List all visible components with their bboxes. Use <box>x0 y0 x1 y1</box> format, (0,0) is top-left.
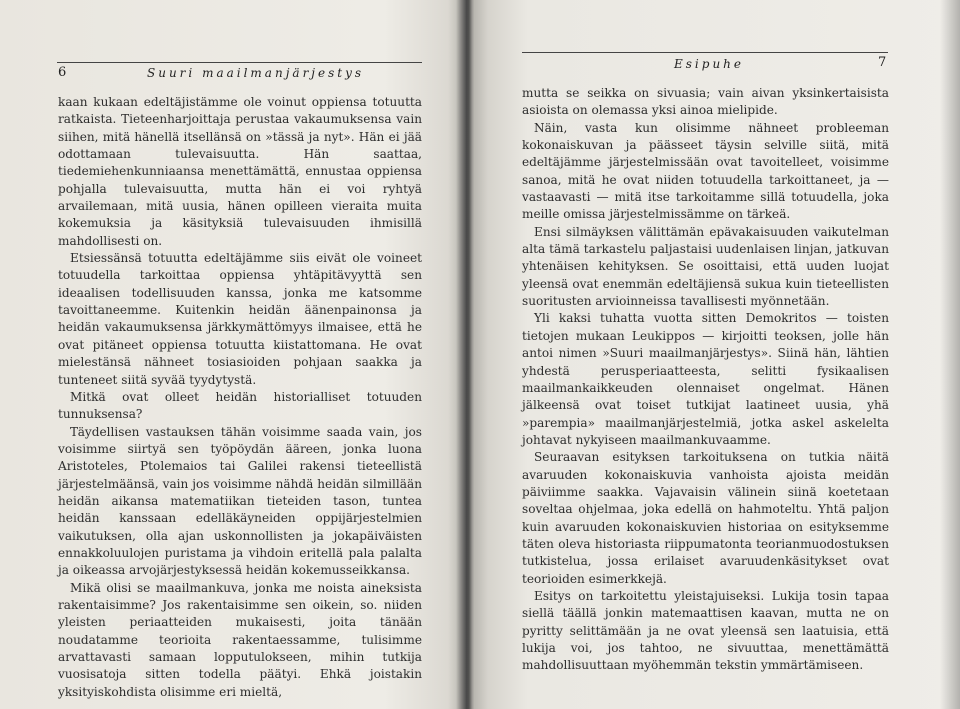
page-number: 6 <box>58 65 67 80</box>
right-page <box>470 0 960 709</box>
paragraph: Mitkä ovat olleet heidän historialliset totuuden tunnuksensa? <box>58 389 422 422</box>
paragraph: Ensi silmäyksen välittämän epävakaisuuden vaikutelman alta tämä tarkastelu paljastaisi uudenlaisen linjan, jatkuvan yhtenäisen kehityksen. Se osoittaisi, että uuden luojat yleensä ovat enemmän edeltäjiensä sukua kuin tieteellisten suoritusten arvioinneissa tavallisesti myönnetään. <box>522 224 889 309</box>
header-rule <box>57 62 422 63</box>
paragraph: Täydellisen vastauksen tähän voisimme saada vain, jos voisimme siirtyä sen työpöydän ääreen, jonka luona Aristoteles, Ptolemaios tai Galilei rakensi tieteellistä järjestelmäänsä, vain jos voisimme nähdä heidän silmillään heidän aikansa matematiikan tieteiden tason, tuntea heidän kanssaan edelläkäyneiden oppijärjestelmien vaikutuksen, olla ajan uskonnollisten ja jokapäiväisten ennakkoluulojen puristama ja vihdoin eritellä pala palalta ja oikeassa arvojärjestyksessä heidän kokemusseikkansa. <box>58 424 422 578</box>
paragraph: Seuraavan esityksen tarkoituksena on tutkia näitä avaruuden kokonaiskuvia vanhoista ajoista meidän päiviimme saakka. Vajavaisin välinein siinä koetetaan soveltaa ohjelmaa, joka edellä on hahmoteltu. Yhtä paljon kuin avaruuden kokonaiskuvien historiaa on esityksemme täten oleva historiasta riippumatonta teorianmuodostuksen tutkistelua, jossa erilaiset avaruudenkäsitykset ovat teorioiden esimerkkejä. <box>522 450 889 586</box>
header-rule <box>522 52 888 53</box>
paragraph: Yli kaksi tuhatta vuotta sitten Demokritos — toisten tietojen mukaan Leukippos — kirjoitti teoksen, jolle hän antoi nimen »Suuri maailmanjärjestys». Siinä hän, lähtien yhdestä perusperiaatteesta, selitti fysikaalisen maailmankaikkeuden olennaiset ongelmat. Hänen jälkeensä ovat toiset tutkijat laatineet uusia, yhä »parempia» maailmanjärjestelmiä, jotka askel askelelta johtavat nykyiseen maailmankuvaamme. <box>522 311 889 447</box>
page-number: 7 <box>878 55 887 70</box>
running-title: Esipuhe <box>674 57 744 71</box>
paragraph: Mikä olisi se maailmankuva, jonka me noista aineksista rakentaisimme? Jos rakentaisimme sen oikein, so. niiden yleisten periaatteiden mukaisesti, joita tänään noudatamme teorioita rakentaessamme, tulisimme arvattavasti samaan lopputulokseen, mihin tutkija vuosisatoja sitten todella päätyi. Ehkä joistakin yksityiskohdista olisimme eri mieltä, <box>58 580 422 699</box>
body-text <box>522 85 889 675</box>
paragraph: Etsiessänsä totuutta edeltäjämme siis eivät ole voineet totuudella tarkoittaa oppiensa yhtäpitävyyttä sen ideaalisen todellisuuden kanssa, jonka me katsomme tavoittaneemme. Kuitenkin heidän äänenpainonsa ja heidän vakaumuksensa järkkymättömyys ilmaisee, että he ovat pitäneet oppiensa totuutta kiistattomana. He ovat mielestänsä nähneet tosiasioiden pohjaan saakka ja tunteneet siitä syvää tyydytystä. <box>58 251 422 387</box>
paragraph: Näin, vasta kun olisimme nähneet probleeman kokonaiskuvan ja päässeet täysin selville siitä, mitä edeltäjämme järjestelmissään ovat tavoitelleet, voisimme sanoa, mitä he ovat niiden totuudella tarkoittaneet, ja — vastaavasti — mitä itse tarkoitamme sillä totuudella, joka meille omissa järjestelmissämme on tärkeä. <box>522 120 889 222</box>
left-page <box>0 0 466 709</box>
paragraph: kaan kukaan edeltäjistämme ole voinut oppiensa totuutta ratkaista. Tieteenharjoittaja perustaa vakaumuksensa vain siihen, mitä hänellä itsellänsä on »tässä ja nyt». Hän ei jää odottamaan tulevaisuutta. Hän saattaa, tiedemiehenkunniaansa menettämättä, ennustaa oppiensa pohjalla tulevaisuutta, mutta hän ei voi ryhtyä arvailemaan, mitä uusia, hänen opilleen vieraita muita kokemuksia ja käsityksiä tulevaisuuden ihmisillä mahdollisesti on. <box>58 95 422 248</box>
paragraph: mutta se seikka on sivuasia; vain aivan yksinkertaisista asioista on olemassa yksi ainoa mielipide. <box>522 86 889 118</box>
paragraph: Esitys on tarkoitettu yleistajuiseksi. Lukija tosin tapaa siellä täällä jonkin matemaattisen kaavan, mutta ne on pyritty selittämään ja ne ovat yleensä sen laatuisia, että lukija voi, jos tahtoo, ne sivuuttaa, menettämättä mahdollisuuttaan myöhemmän tekstin ymmärtämiseen. <box>522 588 889 673</box>
body-text <box>58 94 422 701</box>
running-title: Suuri maailmanjärjestys <box>147 66 365 80</box>
